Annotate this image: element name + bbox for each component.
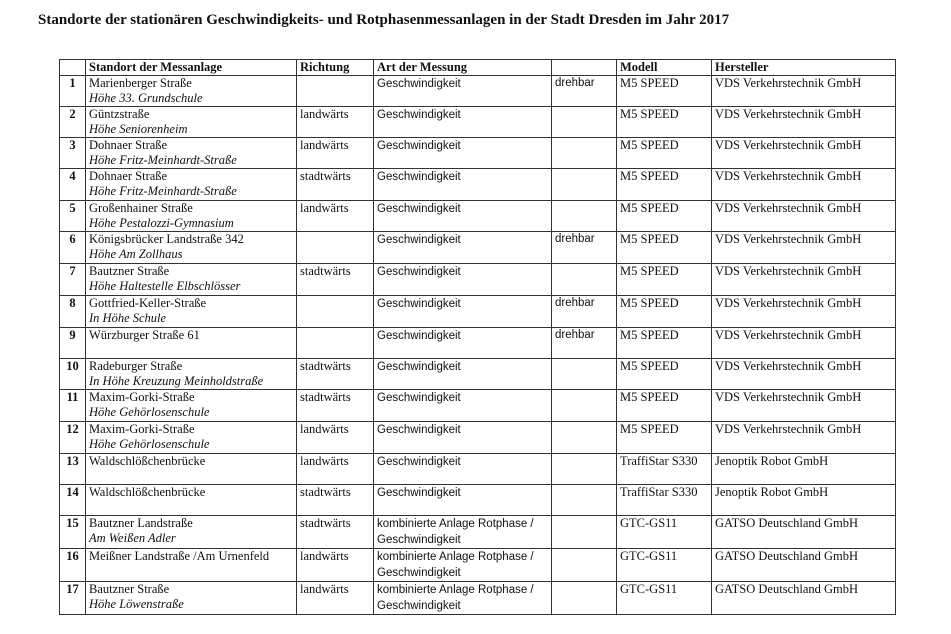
manufacturer-cell: VDS Verkehrstechnik GmbH [712,107,896,138]
street-name: Marienberger Straße [89,76,192,90]
direction-cell: landwärts [297,422,374,454]
street-name: Waldschlößchenbrücke [89,485,206,499]
measurement-type: Geschwindigkeit [377,298,461,310]
row-number: 13 [60,454,86,485]
location-cell [86,454,297,485]
measurement-type-cell [374,107,552,138]
measurement-type-line1: kombinierte Anlage Rotphase / [377,584,534,596]
rotatable-cell: drehbar [552,76,617,107]
row-number: 1 [60,76,86,107]
measurement-type: Geschwindigkeit [377,78,461,90]
model-cell: TraffiStar S330 [617,485,712,516]
manufacturer-cell: VDS Verkehrstechnik GmbH [712,328,896,359]
table-row [60,296,896,328]
rotatable-cell: drehbar [552,232,617,264]
location-detail: Höhe Haltestelle Elbschlösser [89,279,241,293]
measurement-type-line2: Geschwindigkeit [377,534,461,546]
location-detail: Höhe Löwenstraße [89,597,184,611]
direction-cell: landwärts [297,201,374,232]
street-name: Bautzner Straße [89,264,170,278]
measurement-type-cell [374,582,552,615]
model-cell: M5 SPEED [617,422,712,454]
manufacturer-cell: VDS Verkehrstechnik GmbH [712,169,896,201]
measurement-type-cell [374,516,552,549]
location-detail: Höhe Seniorenheim [89,122,188,136]
rotatable-cell [552,138,617,169]
location-cell [86,107,297,138]
model-cell: M5 SPEED [617,138,712,169]
header-art: Art der Messung [374,60,552,76]
location-detail: Höhe Fritz-Meinhardt-Straße [89,153,237,167]
direction-cell [297,232,374,264]
manufacturer-cell: Jenoptik Robot GmbH [712,485,896,516]
measurement-type-cell [374,359,552,390]
row-number: 2 [60,107,86,138]
model-cell: GTC-GS11 [617,516,712,549]
rotatable-cell [552,454,617,485]
model-cell: M5 SPEED [617,296,712,328]
model-cell: GTC-GS11 [617,549,712,582]
model-cell: M5 SPEED [617,232,712,264]
manufacturer-cell: Jenoptik Robot GmbH [712,454,896,485]
locations-table [59,59,896,615]
table-row [60,549,896,582]
row-number: 8 [60,296,86,328]
table-row [60,485,896,516]
model-cell: TraffiStar S330 [617,454,712,485]
direction-cell [297,296,374,328]
measurement-type: Geschwindigkeit [377,361,461,373]
location-cell [86,516,297,549]
rotatable-cell [552,264,617,296]
header-blank [552,60,617,76]
location-detail: Höhe 33. Grundschule [89,91,203,105]
street-name: Bautzner Landstraße [89,516,193,530]
street-name: Dohnaer Straße [89,169,168,183]
direction-cell: stadtwärts [297,516,374,549]
location-cell [86,76,297,107]
rotatable-cell [552,549,617,582]
table-header-row [60,60,896,76]
direction-cell: landwärts [297,107,374,138]
measurement-type-cell [374,232,552,264]
row-number: 4 [60,169,86,201]
table-row [60,138,896,169]
location-cell [86,422,297,454]
model-cell: M5 SPEED [617,76,712,107]
table-row [60,169,896,201]
measurement-type: Geschwindigkeit [377,234,461,246]
row-number: 14 [60,485,86,516]
measurement-type: Geschwindigkeit [377,171,461,183]
model-cell: M5 SPEED [617,328,712,359]
measurement-type: Geschwindigkeit [377,487,461,499]
row-number: 15 [60,516,86,549]
row-number: 12 [60,422,86,454]
table-row [60,201,896,232]
street-name: Radeburger Straße [89,359,183,373]
table-row [60,390,896,422]
direction-cell: landwärts [297,549,374,582]
direction-cell: stadtwärts [297,390,374,422]
measurement-type-cell [374,422,552,454]
measurement-type: Geschwindigkeit [377,203,461,215]
measurement-type-line2: Geschwindigkeit [377,567,461,579]
model-cell: M5 SPEED [617,390,712,422]
measurement-type: Geschwindigkeit [377,424,461,436]
rotatable-cell [552,359,617,390]
measurement-type-cell [374,328,552,359]
measurement-type-cell [374,201,552,232]
header-modell: Modell [617,60,712,76]
location-detail: Höhe Pestalozzi-Gymnasium [89,216,234,230]
measurement-type: Geschwindigkeit [377,109,461,121]
location-cell [86,328,297,359]
row-number: 3 [60,138,86,169]
street-name: Güntzstraße [89,107,150,121]
measurement-type-cell [374,264,552,296]
street-name: Waldschlößchenbrücke [89,454,206,468]
manufacturer-cell: VDS Verkehrstechnik GmbH [712,76,896,107]
table-row [60,516,896,549]
street-name: Gottfried-Keller-Straße [89,296,207,310]
measurement-type-cell [374,390,552,422]
measurement-type: Geschwindigkeit [377,456,461,468]
measurement-type-cell [374,76,552,107]
direction-cell [297,328,374,359]
location-detail: Höhe Gehörlosenschule [89,405,210,419]
street-name: Würzburger Straße 61 [89,328,200,342]
location-detail: Höhe Fritz-Meinhardt-Straße [89,184,237,198]
rotatable-cell [552,485,617,516]
table-row [60,107,896,138]
direction-cell: stadtwärts [297,359,374,390]
location-cell [86,582,297,615]
street-name: Großenhainer Straße [89,201,193,215]
model-cell: GTC-GS11 [617,582,712,615]
street-name: Meißner Landstraße /Am Urnenfeld [89,549,270,563]
row-number: 10 [60,359,86,390]
table-row [60,76,896,107]
model-cell: M5 SPEED [617,107,712,138]
direction-cell: stadtwärts [297,264,374,296]
row-number: 11 [60,390,86,422]
direction-cell: landwärts [297,582,374,615]
rotatable-cell: drehbar [552,328,617,359]
rotatable-cell [552,582,617,615]
measurement-type: Geschwindigkeit [377,330,461,342]
street-name: Maxim-Gorki-Straße [89,390,195,404]
direction-cell: landwärts [297,454,374,485]
location-detail: Am Weißen Adler [89,531,176,545]
street-name: Bautzner Straße [89,582,170,596]
measurement-type-line2: Geschwindigkeit [377,600,461,612]
location-cell [86,296,297,328]
direction-cell: stadtwärts [297,485,374,516]
location-cell [86,264,297,296]
measurement-type: Geschwindigkeit [377,266,461,278]
row-number: 17 [60,582,86,615]
rotatable-cell [552,390,617,422]
rotatable-cell: drehbar [552,296,617,328]
page-title: Standorte der stationären Geschwindigkeits- und Rotphasenmessanlagen in der Stadt Dresden im Jahr 2017 [38,12,730,28]
measurement-type: Geschwindigkeit [377,140,461,152]
manufacturer-cell: GATSO Deutschland GmbH [712,582,896,615]
direction-cell [297,76,374,107]
model-cell: M5 SPEED [617,201,712,232]
location-detail: In Höhe Schule [89,311,167,325]
table-row [60,328,896,359]
table-row [60,582,896,615]
table-row [60,232,896,264]
manufacturer-cell: VDS Verkehrstechnik GmbH [712,232,896,264]
location-detail: Höhe Gehörlosenschule [89,437,210,451]
location-cell [86,485,297,516]
manufacturer-cell: VDS Verkehrstechnik GmbH [712,138,896,169]
row-number: 6 [60,232,86,264]
header-richtung: Richtung [297,60,374,76]
table-row [60,422,896,454]
row-number: 16 [60,549,86,582]
rotatable-cell [552,169,617,201]
table-row [60,359,896,390]
measurement-type-line1: kombinierte Anlage Rotphase / [377,551,534,563]
table-row [60,264,896,296]
manufacturer-cell: GATSO Deutschland GmbH [712,549,896,582]
table-row [60,454,896,485]
row-number: 7 [60,264,86,296]
location-cell [86,359,297,390]
model-cell: M5 SPEED [617,359,712,390]
street-name: Königsbrücker Landstraße 342 [89,232,244,246]
measurement-type-cell [374,169,552,201]
manufacturer-cell: VDS Verkehrstechnik GmbH [712,201,896,232]
rotatable-cell [552,422,617,454]
manufacturer-cell: VDS Verkehrstechnik GmbH [712,359,896,390]
measurement-type-cell [374,296,552,328]
rotatable-cell [552,107,617,138]
location-cell [86,169,297,201]
rotatable-cell [552,201,617,232]
measurement-type-cell [374,454,552,485]
location-cell [86,549,297,582]
location-cell [86,201,297,232]
measurement-type-cell [374,485,552,516]
header-standort: Standort der Messanlage [86,60,297,76]
manufacturer-cell: VDS Verkehrstechnik GmbH [712,422,896,454]
header-hersteller: Hersteller [712,60,896,76]
location-cell [86,138,297,169]
location-cell [86,390,297,422]
location-cell [86,232,297,264]
measurement-type-cell [374,549,552,582]
measurement-type: Geschwindigkeit [377,392,461,404]
manufacturer-cell: VDS Verkehrstechnik GmbH [712,390,896,422]
header-nr [60,60,86,76]
location-detail: Höhe Am Zollhaus [89,247,183,261]
row-number: 9 [60,328,86,359]
measurement-type-line1: kombinierte Anlage Rotphase / [377,518,534,530]
direction-cell: landwärts [297,138,374,169]
location-detail: In Höhe Kreuzung Meinholdstraße [89,374,264,388]
manufacturer-cell: VDS Verkehrstechnik GmbH [712,296,896,328]
measurement-type-cell [374,138,552,169]
street-name: Maxim-Gorki-Straße [89,422,195,436]
model-cell: M5 SPEED [617,264,712,296]
street-name: Dohnaer Straße [89,138,168,152]
rotatable-cell [552,516,617,549]
row-number: 5 [60,201,86,232]
model-cell: M5 SPEED [617,169,712,201]
direction-cell: stadtwärts [297,169,374,201]
manufacturer-cell: VDS Verkehrstechnik GmbH [712,264,896,296]
manufacturer-cell: GATSO Deutschland GmbH [712,516,896,549]
